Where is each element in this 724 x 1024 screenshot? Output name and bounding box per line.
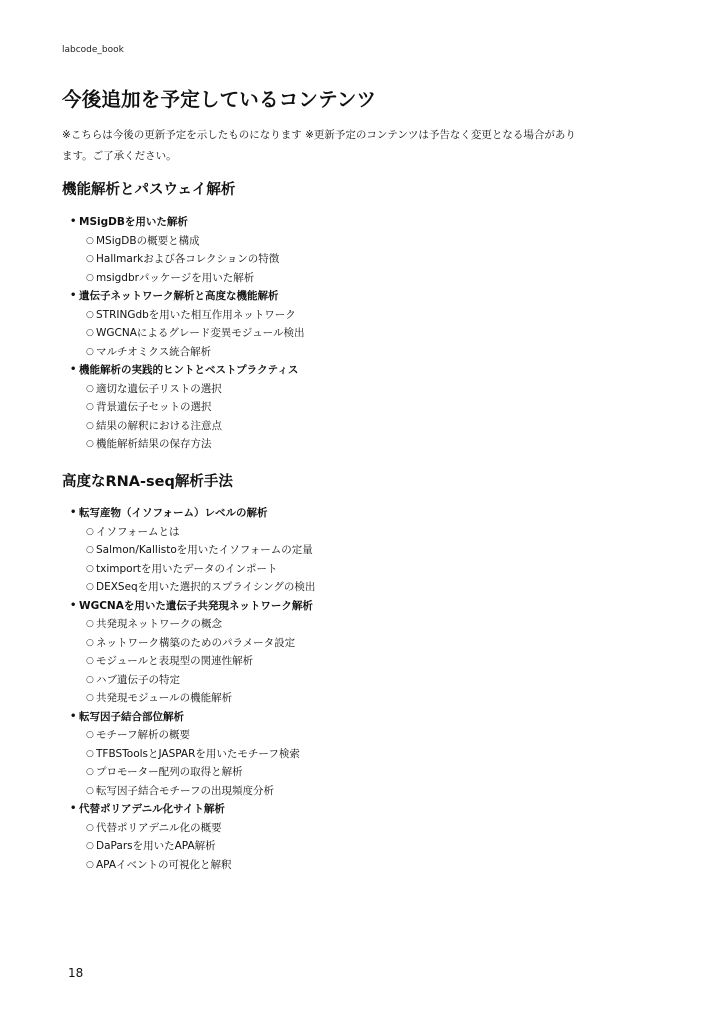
subtopic-list	[62, 380, 662, 454]
circle-bullet-icon: ○	[86, 439, 94, 449]
circle-bullet-icon: ○	[86, 619, 94, 629]
circle-bullet-icon: ○	[86, 693, 94, 703]
intro-line-1: ※こちらは今後の更新予定を示したものになります ※更新予定のコンテンツは予告なく変更となる場合があり	[62, 129, 576, 141]
circle-bullet-icon: ○	[86, 383, 94, 394]
subtopic-label: STRINGdbを用いた相互作用ネットワーク	[96, 308, 296, 321]
subtopic-item	[62, 380, 662, 399]
subtopic-label: マルチオミクス統合解析	[96, 345, 212, 358]
subtopic-item	[62, 819, 662, 838]
circle-bullet-icon: ○	[86, 402, 94, 412]
circle-bullet-icon: ○	[86, 235, 94, 246]
list-item	[62, 287, 662, 361]
subtopic-item	[62, 689, 662, 708]
bullet-icon: •	[70, 364, 77, 375]
subtopic-item	[62, 578, 662, 597]
subtopic-label: 転写因子結合モチーフの出現頻度分析	[96, 784, 274, 797]
topic-label: MSigDBを用いた解析	[79, 216, 188, 228]
bullet-icon: •	[70, 599, 77, 611]
circle-bullet-icon: ○	[86, 346, 94, 357]
section-list	[62, 504, 662, 874]
topic-label: 転写因子結合部位解析	[79, 710, 184, 723]
subtopic-label: プロモーター配列の取得と解析	[96, 766, 243, 778]
circle-bullet-icon: ○	[86, 656, 94, 666]
page-title: 今後追加を予定しているコンテンツ	[62, 88, 377, 111]
subtopic-label: 代替ポリアデニル化の概要	[96, 821, 222, 834]
subtopic-list	[62, 726, 662, 800]
subtopic-item	[62, 269, 662, 288]
circle-bullet-icon: ○	[86, 309, 94, 320]
subtopic-item	[62, 523, 662, 542]
subtopic-list	[62, 523, 662, 597]
subtopic-label: tximportを用いたデータのインポート	[96, 562, 278, 575]
subtopic-label: モジュールと表現型の関連性解析	[96, 655, 254, 667]
circle-bullet-icon: ○	[86, 748, 94, 759]
subtopic-item	[62, 634, 662, 653]
subtopic-list	[62, 615, 662, 708]
circle-bullet-icon: ○	[86, 841, 94, 851]
bullet-icon: •	[70, 803, 77, 814]
subtopic-item	[62, 671, 662, 690]
circle-bullet-icon: ○	[86, 328, 94, 338]
topic-label: 代替ポリアデニル化サイト解析	[79, 803, 225, 815]
subtopic-item	[62, 745, 662, 764]
topic-row	[62, 361, 662, 380]
subtopic-item	[62, 837, 662, 856]
topic-row	[62, 597, 662, 616]
circle-bullet-icon: ○	[86, 420, 94, 431]
subtopic-label: 共発現モジュールの機能解析	[96, 692, 233, 704]
list-item	[62, 597, 662, 708]
subtopic-label: DaParsを用いたAPA解析	[96, 840, 216, 852]
bullet-icon: •	[70, 507, 77, 518]
circle-bullet-icon: ○	[86, 563, 94, 574]
subtopic-label: 結果の解釈における注意点	[96, 419, 222, 432]
subtopic-label: MSigDBの概要と構成	[96, 234, 200, 247]
subtopic-item	[62, 250, 662, 269]
subtopic-label: イソフォームとは	[96, 525, 180, 538]
subtopic-item	[62, 652, 662, 671]
subtopic-item	[62, 541, 662, 560]
subtopic-item	[62, 232, 662, 251]
subtopic-item	[62, 417, 662, 436]
topic-row	[62, 504, 662, 523]
subtopic-label: ハブ遺伝子の特定	[96, 673, 180, 686]
list-item	[62, 504, 662, 597]
subtopic-item	[62, 615, 662, 634]
page-number: 18	[68, 966, 84, 980]
intro-line-2: ます。ご了承ください。	[62, 150, 177, 162]
circle-bullet-icon: ○	[86, 637, 94, 648]
bullet-icon: •	[70, 290, 77, 301]
topic-row	[62, 800, 662, 819]
subtopic-label: msigdbrパッケージを用いた解析	[96, 271, 255, 284]
topic-row	[62, 708, 662, 727]
subtopic-item	[62, 763, 662, 782]
subtopic-list	[62, 819, 662, 875]
section-heading-functional-analysis: 機能解析とパスウェイ解析	[62, 182, 236, 198]
bullet-icon: •	[70, 710, 77, 722]
topic-row	[62, 213, 662, 232]
circle-bullet-icon: ○	[86, 272, 94, 283]
list-item	[62, 800, 662, 874]
topic-label: 転写産物（イソフォーム）レベルの解析	[79, 507, 268, 519]
circle-bullet-icon: ○	[86, 582, 94, 592]
circle-bullet-icon: ○	[86, 767, 94, 777]
subtopic-label: Salmon/Kallistoを用いたイソフォームの定量	[96, 544, 313, 556]
circle-bullet-icon: ○	[86, 859, 94, 870]
subtopic-label: DEXSeqを用いた選択的スプライシングの検出	[96, 581, 316, 593]
subtopic-item	[62, 343, 662, 362]
subtopic-label: TFBSToolsとJASPARを用いたモチーフ検索	[96, 747, 300, 760]
circle-bullet-icon: ○	[86, 822, 94, 833]
list-item	[62, 213, 662, 287]
subtopic-list	[62, 232, 662, 288]
subtopic-list	[62, 306, 662, 362]
circle-bullet-icon: ○	[86, 785, 94, 796]
subtopic-item	[62, 306, 662, 325]
subtopic-label: WGCNAによるグレード変異モジュール検出	[96, 327, 305, 339]
subtopic-label: 背景遺伝子セットの選択	[96, 401, 212, 413]
circle-bullet-icon: ○	[86, 545, 94, 555]
circle-bullet-icon: ○	[86, 254, 94, 264]
list-item	[62, 708, 662, 801]
subtopic-label: 共発現ネットワークの概念	[96, 618, 222, 630]
running-header: labcode_book	[62, 45, 124, 55]
subtopic-item	[62, 560, 662, 579]
intro-paragraph	[62, 125, 662, 167]
circle-bullet-icon: ○	[86, 526, 94, 537]
topic-label: WGCNAを用いた遺伝子共発現ネットワーク解析	[79, 599, 313, 612]
subtopic-label: モチーフ解析の概要	[96, 729, 190, 741]
topic-row	[62, 287, 662, 306]
topic-label: 機能解析の実践的ヒントとベストプラクティス	[79, 364, 299, 376]
subtopic-label: 機能解析結果の保存方法	[96, 438, 212, 450]
subtopic-item	[62, 726, 662, 745]
topic-label: 遺伝子ネットワーク解析と高度な機能解析	[79, 290, 279, 302]
subtopic-item	[62, 435, 662, 454]
circle-bullet-icon: ○	[86, 730, 94, 740]
subtopic-label: ネットワーク構築のためのパラメータ設定	[96, 636, 296, 649]
list-item	[62, 361, 662, 454]
subtopic-item	[62, 324, 662, 343]
subtopic-label: Hallmarkおよび各コレクションの特徴	[96, 253, 280, 265]
subtopic-label: APAイベントの可視化と解釈	[96, 858, 232, 871]
circle-bullet-icon: ○	[86, 674, 94, 685]
subtopic-label: 適切な遺伝子リストの選択	[96, 382, 222, 395]
section-heading-advanced-rnaseq: 高度なRNA-seq解析手法	[62, 474, 233, 490]
subtopic-item	[62, 782, 662, 801]
bullet-icon: •	[70, 216, 77, 227]
section-list	[62, 213, 662, 454]
subtopic-item	[62, 398, 662, 417]
subtopic-item	[62, 856, 662, 875]
